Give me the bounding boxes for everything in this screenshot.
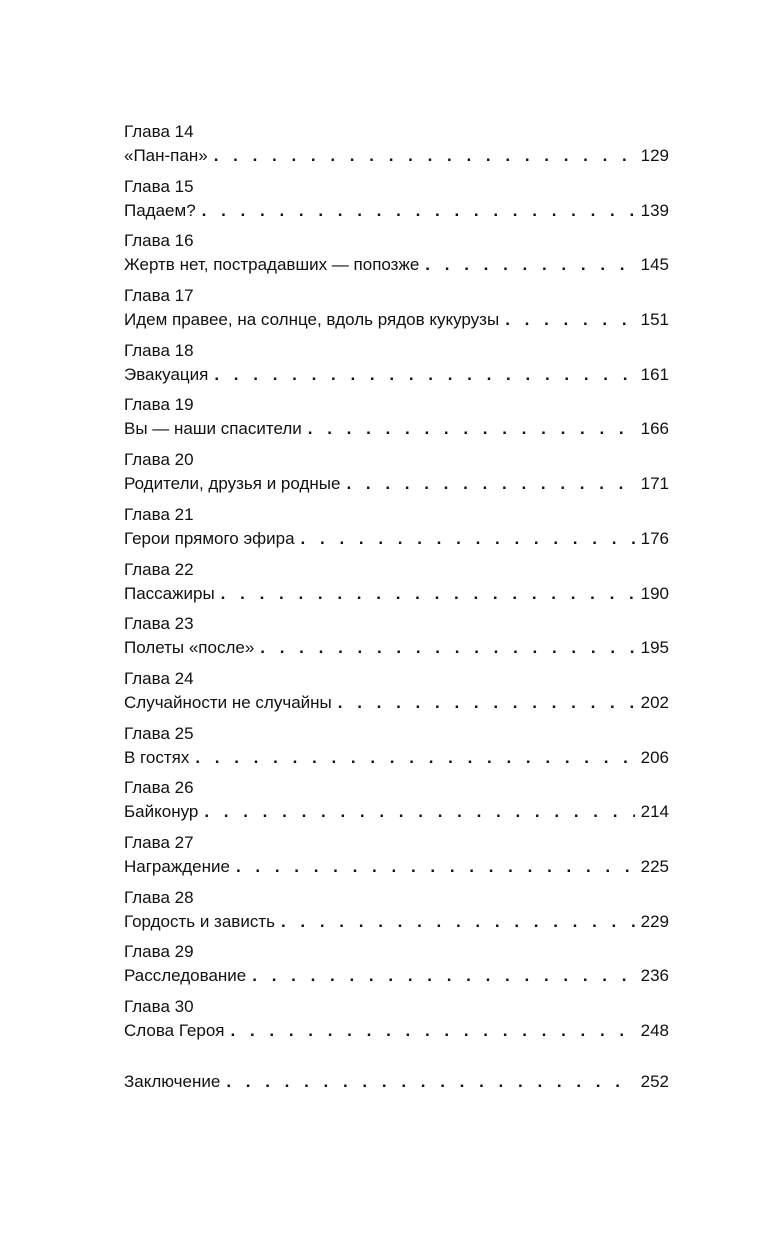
toc-line — [124, 363, 669, 387]
chapter-label: Глава 29 — [124, 942, 194, 962]
dot-leader — [221, 582, 635, 606]
toc-entry — [124, 995, 669, 1050]
chapter-label: Глава 24 — [124, 668, 194, 688]
conclusion-title: Заключение — [124, 1072, 221, 1091]
page-number: 176 — [640, 528, 669, 548]
dot-leader — [338, 691, 635, 715]
chapter-label: Глава 28 — [124, 887, 194, 907]
page-number: 190 — [640, 583, 669, 603]
dot-leader — [260, 636, 634, 660]
toc-line — [124, 1070, 669, 1094]
page-number: 225 — [640, 856, 669, 876]
page-number: 195 — [640, 638, 669, 658]
toc-entry — [124, 120, 669, 175]
toc-entry — [124, 175, 669, 230]
toc-line — [124, 417, 669, 441]
page-number: 151 — [640, 310, 669, 330]
toc-line — [124, 746, 669, 770]
page-number: 214 — [640, 802, 669, 822]
chapter-label: Глава 23 — [124, 614, 194, 634]
toc-line — [124, 691, 669, 715]
toc-entry — [124, 776, 669, 831]
chapter-title: Падаем? — [124, 200, 196, 220]
toc-entry — [124, 503, 669, 558]
dot-leader — [281, 910, 635, 934]
toc-entry — [124, 339, 669, 394]
chapter-label: Глава 16 — [124, 231, 194, 251]
chapter-title: «Пан-пан» — [124, 146, 208, 165]
chapter-label: Глава 20 — [124, 450, 194, 470]
toc-conclusion — [124, 1070, 669, 1094]
chapter-title: Гордость и зависть — [124, 911, 275, 931]
toc-entry — [124, 667, 669, 722]
toc-line — [124, 582, 669, 606]
toc-line — [124, 636, 669, 660]
chapter-label: Глава 18 — [124, 340, 194, 360]
page-number: 202 — [640, 692, 669, 712]
chapter-title: Слова Героя — [124, 1021, 225, 1040]
chapter-title: В гостях — [124, 747, 190, 767]
chapter-label: Глава 22 — [124, 559, 194, 579]
dot-leader — [346, 472, 634, 496]
chapter-title: Пассажиры — [124, 583, 215, 603]
chapter-title: Награждение — [124, 856, 230, 876]
toc-line — [124, 1019, 669, 1043]
dot-leader — [214, 363, 634, 387]
toc-line — [124, 910, 669, 934]
chapter-title: Жертв нет, пострадавших — попозже — [124, 255, 420, 275]
toc-line — [124, 964, 669, 988]
chapter-title: Родители, друзья и родные — [124, 474, 341, 494]
toc-line — [124, 472, 669, 496]
toc-line — [124, 527, 669, 551]
page-number: 129 — [640, 146, 669, 165]
chapter-title: Случайности не случайны — [124, 692, 332, 712]
dot-leader — [226, 1070, 634, 1094]
dot-leader — [236, 855, 635, 879]
chapter-label: Глава 17 — [124, 286, 194, 306]
toc-line — [124, 253, 669, 277]
dot-leader — [195, 746, 634, 770]
toc-entry — [124, 722, 669, 777]
chapter-label: Глава 19 — [124, 395, 194, 415]
toc-entry — [124, 229, 669, 284]
dot-leader — [301, 527, 635, 551]
page-number: 252 — [640, 1072, 669, 1091]
chapter-label: Глава 14 — [124, 122, 194, 141]
dot-leader — [425, 253, 634, 277]
chapter-title: Вы — наши спасители — [124, 419, 302, 439]
chapter-label: Глава 21 — [124, 504, 194, 524]
chapter-title: Байконур — [124, 802, 199, 822]
chapter-title: Расследование — [124, 966, 247, 986]
dot-leader — [202, 199, 635, 223]
page-number: 171 — [640, 474, 669, 494]
page-number: 161 — [640, 364, 669, 384]
page-number: 166 — [640, 419, 669, 439]
toc-line — [124, 199, 669, 223]
toc-entry — [124, 448, 669, 503]
toc-entry — [124, 940, 669, 995]
table-of-contents — [124, 120, 669, 1050]
dot-leader — [231, 1019, 635, 1043]
chapter-label: Глава 27 — [124, 832, 194, 852]
chapter-label: Глава 15 — [124, 176, 194, 196]
chapter-title: Полеты «после» — [124, 638, 255, 658]
page-number: 248 — [640, 1021, 669, 1040]
chapter-label: Глава 26 — [124, 778, 194, 798]
toc-entry — [124, 831, 669, 886]
toc-line — [124, 855, 669, 879]
page-number: 236 — [640, 966, 669, 986]
page-number: 206 — [640, 747, 669, 767]
toc-entry — [124, 393, 669, 448]
toc-line — [124, 144, 669, 168]
page-number: 139 — [640, 200, 669, 220]
chapter-title: Герои прямого эфира — [124, 528, 295, 548]
chapter-title: Эвакуация — [124, 364, 209, 384]
page-number: 229 — [640, 911, 669, 931]
toc-entry — [124, 558, 669, 613]
chapter-title: Идем правее, на солнце, вдоль рядов кукурузы — [124, 310, 500, 330]
dot-leader — [214, 144, 635, 168]
dot-leader — [252, 964, 634, 988]
chapter-label: Глава 30 — [124, 997, 194, 1016]
toc-entry — [124, 612, 669, 667]
page-number: 145 — [640, 255, 669, 275]
toc-line — [124, 308, 669, 332]
dot-leader — [308, 417, 635, 441]
toc-entry — [124, 284, 669, 339]
dot-leader — [204, 800, 634, 824]
chapter-label: Глава 25 — [124, 723, 194, 743]
toc-line — [124, 800, 669, 824]
toc-entry — [124, 886, 669, 941]
dot-leader — [505, 308, 634, 332]
